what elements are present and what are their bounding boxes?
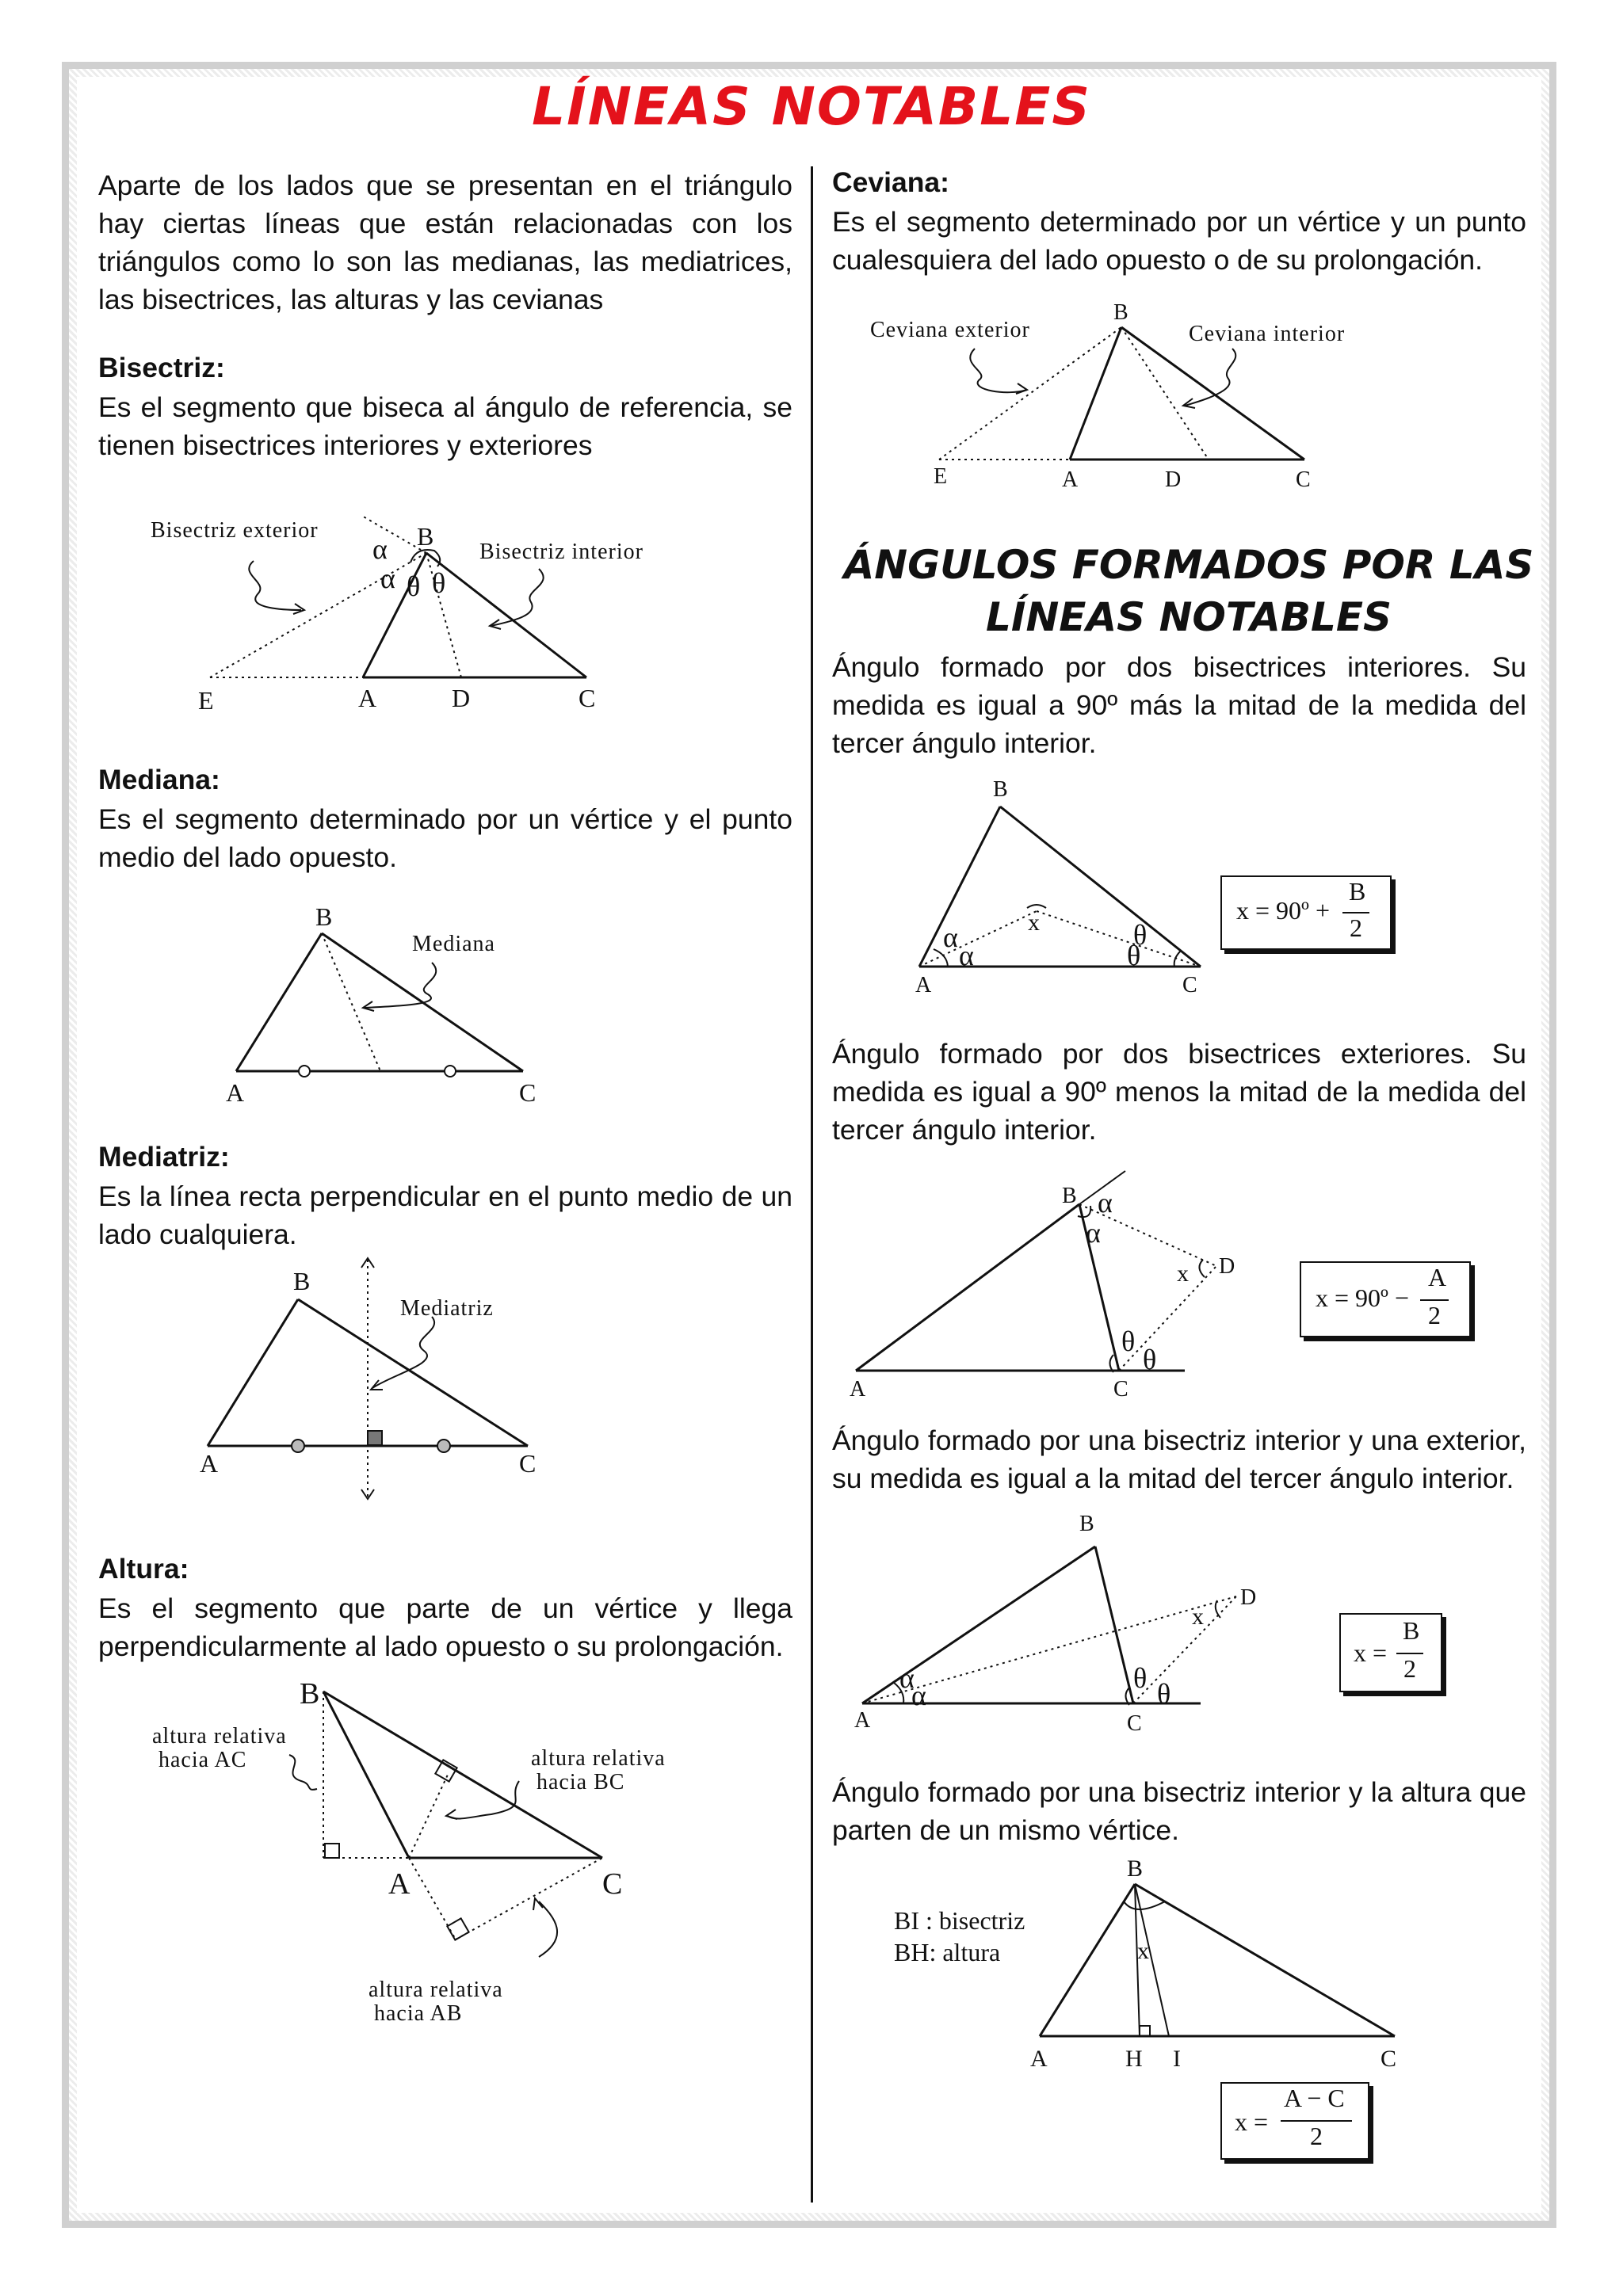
mediana-text: Es el segmento determinado por un vértice y el punto medio del lado opuesto. bbox=[98, 803, 792, 873]
vertex-b-label: B bbox=[1113, 300, 1128, 325]
formula-numerator: B bbox=[1403, 1616, 1420, 1645]
formula-lhs: x = bbox=[1235, 2107, 1269, 2136]
vertex-c-label: C bbox=[1182, 973, 1197, 997]
vertex-a-label: A bbox=[1030, 2046, 1048, 2072]
bisectriz-interior-label: Bisectriz interior bbox=[479, 540, 643, 564]
vertex-a-label: A bbox=[388, 1867, 411, 1901]
mediatriz-text: Es la línea recta perpendicular en el punto medio de un lado cualquiera. bbox=[98, 1180, 792, 1250]
vertex-b-label: B bbox=[315, 902, 333, 931]
theta-label: θ bbox=[1127, 940, 1141, 971]
formula-denominator: 2 bbox=[1396, 1653, 1423, 1684]
formula-lhs: x = 90º + bbox=[1236, 896, 1331, 925]
formula-lhs: x = 90º − bbox=[1316, 1283, 1410, 1312]
vertex-d-label: D bbox=[452, 684, 471, 712]
vertex-c-label: C bbox=[519, 1449, 537, 1478]
alpha-label: α bbox=[372, 533, 388, 565]
intro-paragraph: Aparte de los lados que se presentan en el triángulo hay ciertas líneas que están relacionadas con los triángulos como lo son las medianas, las mediatrices, las bisectrices, las alturas y las cevianas bbox=[98, 170, 792, 315]
bisectriz-heading: Bisectriz: bbox=[98, 352, 225, 383]
mediana-heading: Mediana: bbox=[98, 764, 220, 795]
mediatriz-label: Mediatriz bbox=[400, 1296, 494, 1321]
vertex-a-label: A bbox=[1062, 467, 1079, 492]
alpha-label: α bbox=[899, 1662, 915, 1694]
alpha-label: α bbox=[1086, 1217, 1101, 1249]
bisectriz-text: Es el segmento que biseca al ángulo de referencia, se tienen bisectrices interiores y exteriores bbox=[98, 391, 792, 461]
formula-denominator: 2 bbox=[1420, 1299, 1449, 1330]
vertex-c-label: C bbox=[1113, 1377, 1128, 1402]
altura-bc-label: hacia BC bbox=[537, 1770, 625, 1794]
vertex-a-label: A bbox=[915, 973, 932, 997]
formula-numerator: B bbox=[1349, 877, 1366, 906]
angle-x-label: x bbox=[1137, 1938, 1149, 1964]
vertex-a-label: A bbox=[200, 1449, 219, 1478]
vertex-d-label: D bbox=[1219, 1254, 1235, 1279]
case4-text: Ángulo formado por una bisectriz interior y la altura que parten de un mismo vértice. bbox=[832, 1776, 1526, 1846]
alpha-label: α bbox=[1098, 1187, 1113, 1219]
ceviana-exterior-label: Ceviana exterior bbox=[870, 318, 1030, 342]
altura-bc-label: altura relativa bbox=[531, 1746, 666, 1771]
ceviana-heading: Ceviana: bbox=[832, 166, 949, 198]
case3-text: Ángulo formado por una bisectriz interior y una exterior, su medida es igual a la mitad del tercer ángulo interior. bbox=[832, 1425, 1526, 1494]
vertex-b-label: B bbox=[1062, 1184, 1077, 1208]
vertex-a-label: A bbox=[358, 684, 377, 712]
angle-x-label: x bbox=[1177, 1261, 1189, 1287]
theta-label: θ bbox=[432, 567, 446, 599]
formula-numerator: A − C bbox=[1284, 2084, 1345, 2112]
angle-x-label: x bbox=[1192, 1604, 1204, 1630]
altura-text: Es el segmento que parte de un vértice y llega perpendicularmente al lado opuesto o su prolongación. bbox=[98, 1592, 792, 1662]
theta-label: θ bbox=[1157, 1678, 1171, 1710]
vertex-d-label: D bbox=[1165, 467, 1182, 492]
case2-text: Ángulo formado por dos bisectrices exteriores. Su medida es igual a 90º menos la mitad de la medida del tercer ángulo interior. bbox=[832, 1038, 1526, 1146]
altura-ac-label: hacia AC bbox=[158, 1748, 247, 1772]
page-title: LÍNEAS NOTABLES bbox=[532, 76, 1091, 137]
vertex-b-label: B bbox=[1127, 1855, 1144, 1882]
altura-ac-label: altura relativa bbox=[152, 1724, 287, 1749]
vertex-c-label: C bbox=[519, 1078, 537, 1107]
vertex-b-label: B bbox=[417, 522, 434, 551]
theta-label: θ bbox=[1121, 1325, 1136, 1357]
altura-legend: BH: altura bbox=[894, 1938, 1001, 1966]
case1-text: Ángulo formado por dos bisectrices interiores. Su medida es igual a 90º más la mitad de la medida del tercer ángulo interior. bbox=[832, 651, 1526, 759]
altura-ab-label: altura relativa bbox=[369, 1978, 503, 2002]
vertex-c-label: C bbox=[1127, 1711, 1142, 1736]
angle-x-label: x bbox=[1028, 910, 1040, 936]
mediana-label: Mediana bbox=[412, 932, 495, 956]
alpha-label: α bbox=[943, 921, 958, 953]
vertex-b-label: B bbox=[1079, 1512, 1094, 1536]
vertex-a-label: A bbox=[226, 1078, 245, 1107]
case4-formula bbox=[1220, 2082, 1369, 2160]
bisectriz-exterior-label: Bisectriz exterior bbox=[151, 518, 319, 543]
theta-label: θ bbox=[1133, 1662, 1148, 1694]
vertex-a-label: A bbox=[850, 1377, 866, 1402]
ceviana-interior-label: Ceviana interior bbox=[1189, 322, 1346, 346]
vertex-b-label: B bbox=[293, 1267, 311, 1295]
ceviana-text: Es el segmento determinado por un vértice y un punto cualesquiera del lado opuesto o de su prolongación. bbox=[832, 206, 1526, 276]
vertex-i-label: I bbox=[1173, 2046, 1181, 2072]
theta-label: θ bbox=[1133, 919, 1148, 951]
vertex-c-label: C bbox=[1296, 467, 1311, 492]
vertex-b-label: B bbox=[993, 777, 1008, 802]
altura-heading: Altura: bbox=[98, 1553, 189, 1585]
vertex-d-label: D bbox=[1240, 1585, 1257, 1610]
alpha-label: α bbox=[380, 563, 395, 594]
angulos-heading: ÁNGULOS FORMADOS POR LAS bbox=[843, 542, 1534, 588]
vertex-c-label: C bbox=[1381, 2046, 1397, 2072]
vertex-c-label: C bbox=[579, 684, 596, 712]
bisectriz-legend: BI : bisectriz bbox=[894, 1906, 1025, 1935]
vertex-a-label: A bbox=[854, 1708, 871, 1733]
vertex-e-label: E bbox=[934, 464, 948, 489]
alpha-label: α bbox=[911, 1680, 926, 1711]
altura-ab-label: hacia AB bbox=[374, 2001, 463, 2026]
vertex-b-label: B bbox=[300, 1677, 320, 1711]
vertex-e-label: E bbox=[198, 686, 214, 715]
alpha-label: α bbox=[959, 940, 974, 971]
vertex-c-label: C bbox=[602, 1867, 623, 1901]
formula-denominator: 2 bbox=[1342, 912, 1369, 943]
mediatriz-heading: Mediatriz: bbox=[98, 1141, 230, 1173]
vertex-h-label: H bbox=[1125, 2046, 1143, 2072]
angulos-heading: LÍNEAS NOTABLES bbox=[986, 594, 1392, 640]
formula-denominator: 2 bbox=[1281, 2120, 1352, 2151]
formula-lhs: x = bbox=[1354, 1638, 1388, 1667]
theta-label: θ bbox=[1143, 1344, 1157, 1375]
theta-label: θ bbox=[407, 570, 421, 602]
formula-numerator: A bbox=[1428, 1263, 1447, 1291]
